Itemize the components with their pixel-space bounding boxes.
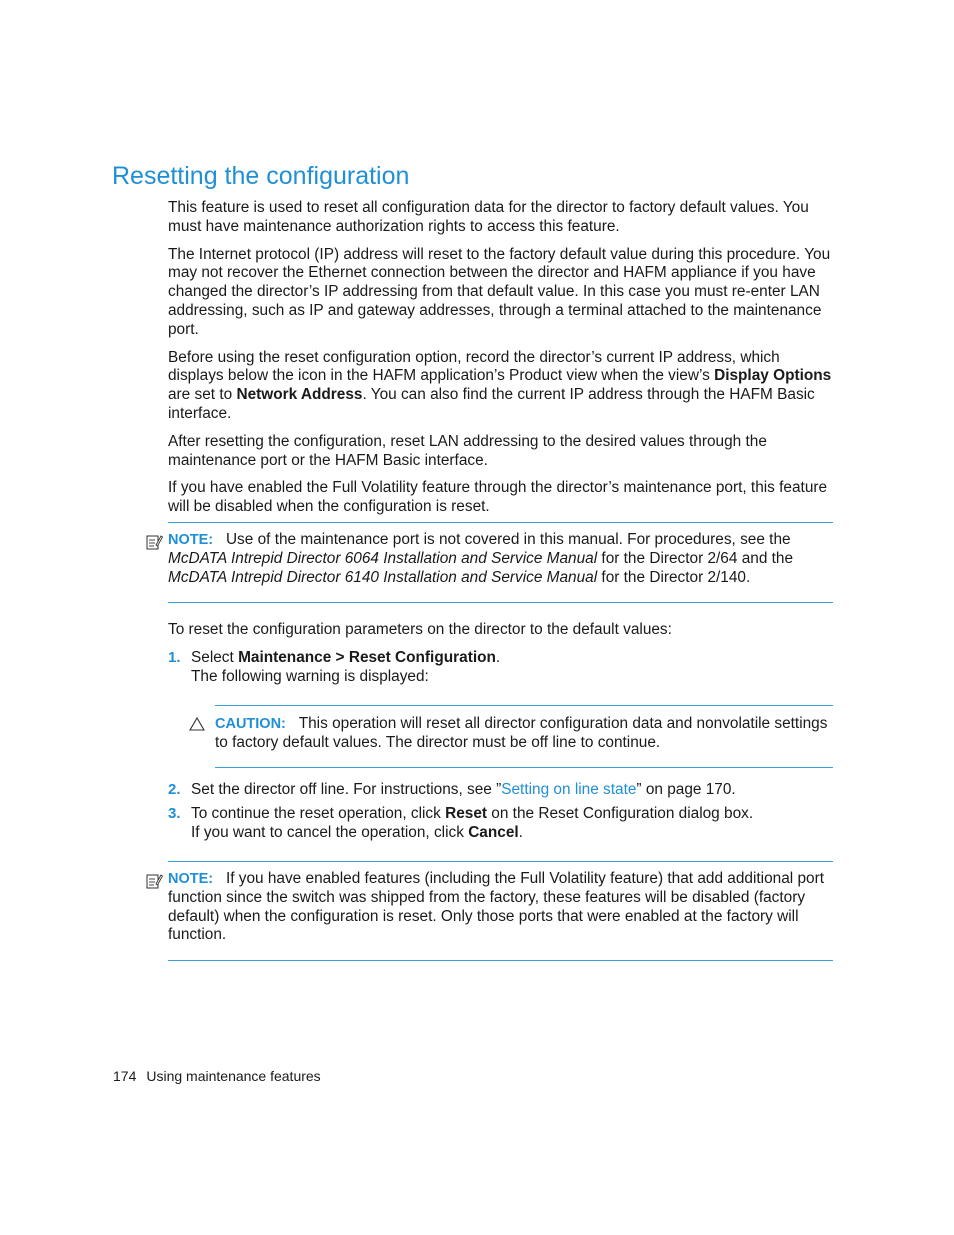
step-number-1: 1. [168, 649, 181, 666]
note-box-maintenance-port [168, 531, 834, 587]
footer-section-title: Using maintenance features [146, 1068, 321, 1084]
procedure-intro: To reset the configuration parameters on the director to the default values: [168, 621, 672, 638]
text-segment: To continue the reset operation, click [191, 805, 446, 822]
caution-text: This operation will reset all director configuration data and nonvolatile settings to factory default values. The director must be off line to continue. [215, 715, 828, 751]
paragraph-feature-intro: This feature is used to reset all configuration data for the director to factory default values. You must have maintenance authorization rights to access this feature. [168, 199, 809, 235]
text-segment: for the Director 2/140. [597, 568, 751, 586]
step-1-followup: The following warning is displayed: [191, 667, 429, 685]
paragraph-ip-reset: The Internet protocol (IP) address will reset to the factory default value during this procedure. You may not recover the Ethernet connection between the director and HAFM appliance if you have changed the director’s IP addressing from that default value. In this case you must re-enter LAN addressing, such as IP and gateway addresses, through a terminal attached to the maintenance port. [168, 245, 831, 338]
step-3-text [191, 805, 831, 843]
text-segment: on the Reset Configuration dialog box. [487, 805, 754, 822]
note-label: NOTE: [168, 871, 214, 887]
step-1-text [191, 649, 831, 687]
page-number: 174 [113, 1068, 137, 1084]
manual-title-6140: McDATA Intrepid Director 6140 Installation and Service Manual [168, 568, 598, 586]
text-segment: Select [191, 649, 239, 666]
step-number-2: 2. [168, 781, 181, 798]
step-number-3: 3. [168, 805, 181, 822]
text-segment: Use of the maintenance port is not covered in this manual. For procedures, see the [225, 531, 791, 548]
paragraph-record-ip [168, 349, 834, 424]
ui-term-network-address: Network Address [236, 386, 363, 404]
caution-bottom-rule [215, 767, 833, 768]
paragraph-after-reset: After resetting the configuration, reset LAN addressing to the desired values through the maintenance port or the HAFM Basic interface. [168, 432, 767, 469]
note-box-features-disabled [168, 870, 834, 945]
text-segment: . You can also find the current IP address through the HAFM Basic interface. [168, 386, 815, 422]
ui-term-cancel: Cancel [468, 823, 519, 841]
caution-label: CAUTION: [215, 716, 286, 732]
text-segment: . [495, 649, 501, 666]
note-pencil-icon [145, 872, 163, 890]
caution-box [215, 715, 833, 753]
body-section [168, 199, 834, 517]
note-bottom-rule [168, 602, 833, 603]
link-setting-on-line-state[interactable]: Setting on line state [501, 781, 637, 798]
text-segment: Set the director off line. For instructions, see ” [191, 781, 502, 798]
caution-top-rule [215, 705, 833, 706]
step-2-text [191, 781, 831, 800]
page-footer [113, 1067, 321, 1085]
text-segment: are set to [168, 386, 237, 404]
text-segment: for the Director 2/64 and the [597, 549, 794, 567]
text-segment: If you want to cancel the operation, click [191, 823, 469, 841]
note-top-rule [168, 522, 833, 523]
note-label: NOTE: [168, 532, 214, 548]
manual-title-6064: McDATA Intrepid Director 6064 Installation and Service Manual [168, 549, 598, 567]
page-title: Resetting the configuration [112, 162, 410, 190]
caution-triangle-icon [189, 716, 205, 732]
note2-bottom-rule [168, 960, 833, 961]
note-pencil-icon [145, 533, 163, 551]
paragraph-full-volatility: If you have enabled the Full Volatility feature through the director’s maintenance port, this feature will be disabled when the configuration is reset. [168, 479, 828, 516]
ui-term-display-options: Display Options [714, 367, 832, 385]
text-segment: Before using the reset configuration option, record the director’s current IP address, which displays below the icon in the HAFM application’s Product view when the view’s [168, 348, 780, 385]
text-segment: . [518, 823, 523, 841]
text-segment: ” on page 170. [636, 781, 736, 798]
note2-text: If you have enabled features (including the Full Volatility feature) that add additional port function since the switch was shipped from the factory, these features will be disabled (factory default) when the configuration is reset. Only those ports that were enabled at the factory will function. [168, 870, 824, 944]
menu-path-reset-configuration: Maintenance > Reset Configuration [238, 649, 496, 666]
ui-term-reset: Reset [445, 805, 488, 822]
note2-top-rule [168, 861, 833, 862]
